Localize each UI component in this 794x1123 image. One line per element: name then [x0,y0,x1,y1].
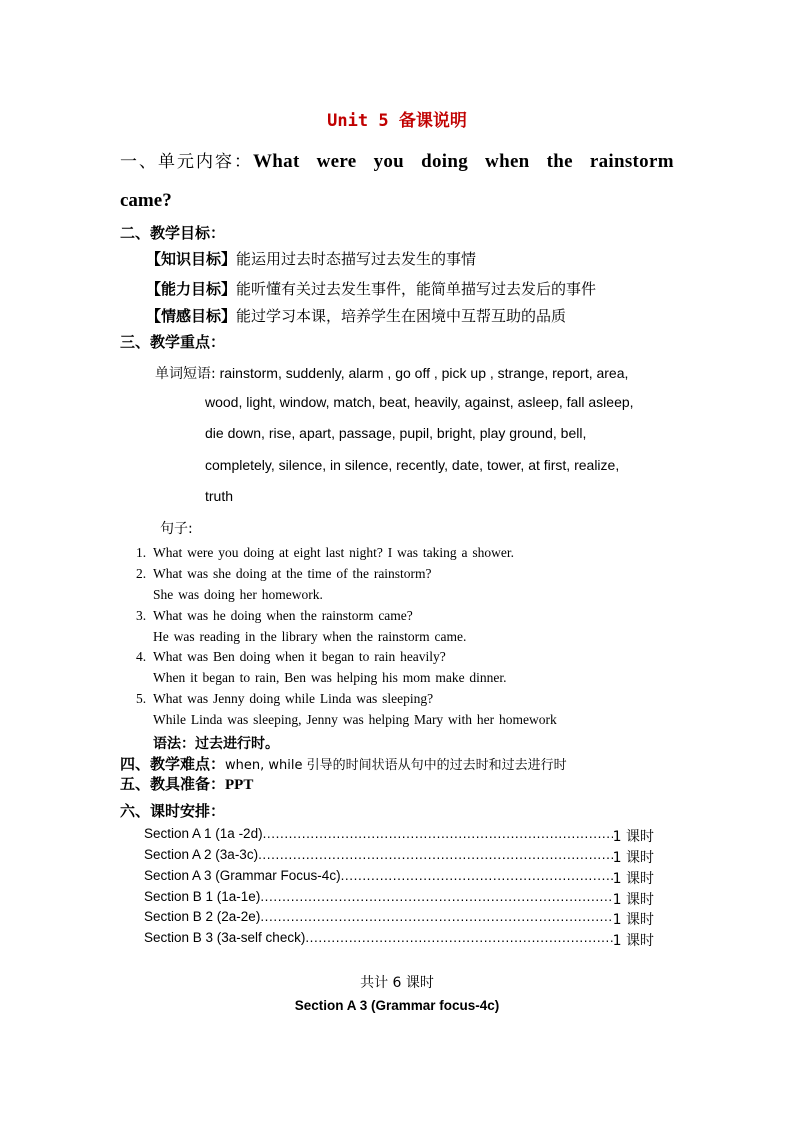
schedule-section: Section B 1 (1a-1e) [144,889,261,904]
sentence-label: 句子: [160,521,193,537]
sentence-line: What was she doing at the time of the rainstorm? [153,566,432,581]
schedule-row [144,909,654,929]
sentence-line: While Linda was sleeping, Jenny was helping Mary with her homework [153,712,557,727]
objective-tag: 【能力目标】 [146,280,237,298]
sentence-line: When it began to rain, Ben was helping his mom make dinner. [153,670,507,685]
sentence-line: What was Ben doing when it began to rain heavily? [153,649,446,664]
schedule-row [144,868,654,888]
leader-dots [263,826,613,846]
vocab-line [155,363,628,383]
page-title: Unit 5 备课说明 [327,111,467,131]
sentence-number: 5. [136,691,147,706]
schedule-row [144,889,654,909]
unit-content-label: 一、单元内容： [120,152,253,172]
sentence-number: 2. [136,566,147,581]
objective-text: 能运用过去时态描写过去发生的事情 [236,250,477,268]
sentence-line: He was reading in the library when the rainstorm came. [153,629,467,644]
schedule-hours: 1 课时 [612,871,654,887]
schedule-hours: 1 课时 [612,933,654,949]
schedule-hours: 1 课时 [612,829,654,845]
objective-ability [146,278,596,299]
sentence-number: 1. [136,545,147,560]
leader-dots [260,909,612,929]
sentence-number: 3. [136,608,147,623]
sentence-number: 4. [136,649,147,664]
materials-heading: 五、教具准备： [120,775,226,793]
schedule-section: Section A 1 (1a -2d) [144,826,263,841]
schedule-row [144,847,654,867]
vocab-line: truth [205,488,234,504]
objective-emotion [146,305,566,326]
schedule-section: Section A 3 (Grammar Focus-4c) [144,868,341,883]
key-points-heading: 三、教学重点： [120,333,226,351]
sentence-line: She was doing her homework. [153,587,323,602]
unit-content-line2: came? [120,190,172,211]
unit-content-title: What were you doing when the rainstorm [253,151,674,172]
leader-dots [305,930,612,950]
sentence-line: What was he doing when the rainstorm came? [153,608,413,623]
sentence-line: What was Jenny doing while Linda was sleeping? [153,691,434,706]
difficulty-text: when, while 引导的时间状语从句中的过去时和过去进行时 [225,758,567,773]
sentence-line: What were you doing at eight last night? I was taking a shower. [153,545,515,560]
objectives-heading: 二、教学目标： [120,224,226,242]
schedule-hours: 1 课时 [612,912,654,928]
objective-text: 能过学习本课，培养学生在困境中互帮互助的品质 [236,307,567,325]
leader-dots [341,868,613,888]
schedule-hours: 1 课时 [612,892,654,908]
difficulty-heading: 四、教学难点： [120,755,226,773]
vocab-line: wood, light, window, match, beat, heavily, against, asleep, fall asleep, [205,394,634,410]
grammar-point: 语法：过去进行时。 [153,736,279,752]
materials-text: PPT [225,777,254,793]
vocab-line: completely, silence, in silence, recently, date, tower, at first, realize, [205,457,620,473]
leader-dots [260,889,612,909]
difficulty-line [120,753,567,774]
objective-text: 能听懂有关过去发生事件，能简单描写过去发后的事件 [236,280,597,298]
schedule-section: Section B 2 (2a-2e) [144,909,261,924]
objective-tag: 【知识目标】 [146,250,237,268]
vocab-line: die down, rise, apart, passage, pupil, bright, play ground, bell, [205,425,587,441]
schedule-section: Section A 2 (3a-3c) [144,847,259,862]
unit-content-line1 [120,147,680,173]
leader-dots [258,847,613,867]
schedule-row [144,826,654,846]
objective-tag: 【情感目标】 [146,307,237,325]
schedule-total: 共计 6 课时 [360,975,434,991]
schedule-heading: 六、课时安排： [120,802,226,820]
schedule-section: Section B 3 (3a-self check) [144,930,306,945]
materials-line [120,773,253,794]
schedule-hours: 1 课时 [612,850,654,866]
next-section-title: Section A 3 (Grammar focus-4c) [294,998,500,1013]
vocab-text: rainstorm, suddenly, alarm , go off , pick up , strange, report, area, [219,365,629,381]
schedule-row [144,930,654,950]
vocab-label: 单词短语: [155,366,216,382]
objective-knowledge [146,248,476,269]
